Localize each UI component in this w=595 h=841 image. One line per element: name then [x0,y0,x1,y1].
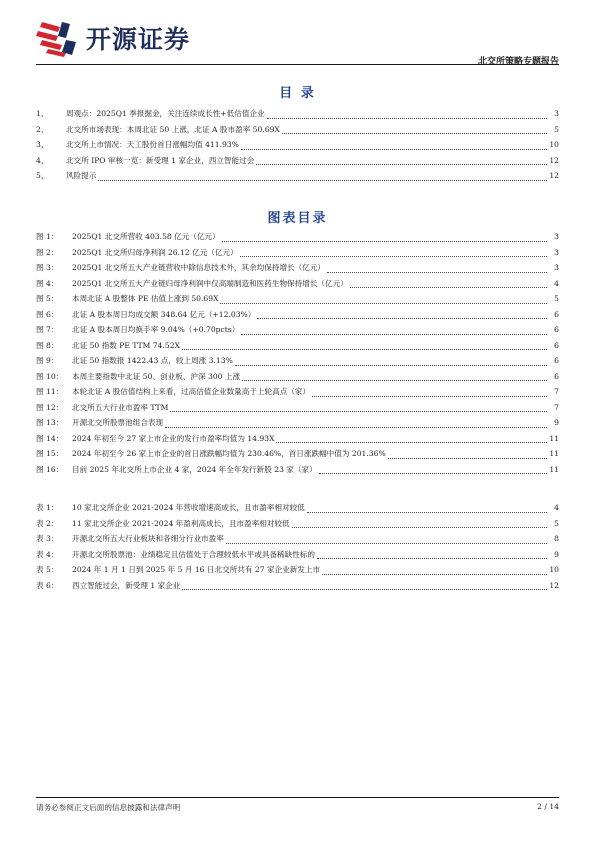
figure-caption: 北交所五大行业市盈率 TTM [72,402,169,412]
toc-item-page: 12 [549,155,559,165]
leader-dots [282,124,547,134]
figure-item[interactable] [36,229,559,245]
kaiyuan-logo-icon [36,18,82,58]
leader-dots [182,580,547,590]
table-page: 4 [554,503,559,512]
figure-caption: 2024 年初至今 27 家上市企业的发行市盈率均值为 14.93X [72,433,275,443]
figure-number: 图 8： [36,340,59,350]
toc-item-page: 5 [554,124,559,134]
leader-dots [241,140,547,150]
figure-number: 图 5： [36,294,59,303]
figure-number: 图 16： [36,464,64,474]
table-number: 表 3： [36,534,59,543]
figure-caption: 本周北证 A 股整体 PE 估值上涨到 50.69X [72,294,219,303]
leader-dots [242,371,547,381]
toc-item[interactable] [36,106,559,122]
figure-number: 图 2： [36,247,59,257]
header-divider [36,64,559,65]
leader-dots [220,294,547,304]
footer-divider [36,797,559,798]
figure-number: 图 7： [36,325,59,334]
table-number: 表 5： [36,565,59,574]
leader-dots [292,518,547,528]
figure-item[interactable] [36,276,559,292]
leader-dots [307,503,547,513]
leader-dots [235,356,547,366]
table-page: 5 [554,518,559,528]
figure-item[interactable] [36,400,559,416]
leader-dots [350,278,547,288]
figure-item[interactable] [36,353,559,369]
table-item[interactable] [36,562,559,578]
figure-page: 11 [549,449,559,458]
report-type-label: 北交所策略专题报告 [477,57,559,67]
figure-page: 7 [554,402,559,412]
leader-dots [388,449,547,459]
footer-disclaimer: 请务必参阅正文后面的信息披露和法律声明 [36,803,181,812]
table-page: 9 [554,549,559,559]
table-caption: 开源北交所五大行业板块和各细分行业市盈率 [72,534,224,543]
figure-page: 3 [554,247,559,257]
figures-title: 图表目录 [267,211,328,226]
table-number: 表 2： [36,518,59,528]
leader-dots [165,418,547,428]
table-caption: 开源北交所股票池：业绩稳定且估值处于合理较低水平或具备稀缺性标的 [72,549,315,559]
leader-dots [327,263,547,273]
figure-item[interactable] [36,415,559,431]
toc-item[interactable] [36,137,559,153]
leader-dots [322,565,547,575]
table-caption: 西立智能过会，新受理 1 家企业 [72,580,181,590]
figure-number: 图 10： [36,371,64,381]
figure-item[interactable] [36,431,559,447]
figure-caption: 2025Q1 北交所归母净利润 26.12 亿元（亿元） [72,247,238,257]
table-item[interactable] [36,500,559,516]
toc-item-page: 3 [554,109,559,118]
figure-caption: 2025Q1 北交所五大产业链营收中除信息技术外，其余均保持增长（亿元） [72,263,326,272]
figure-number: 图 3： [36,263,59,272]
figure-page: 6 [554,371,559,381]
toc-item-text: 北交所上市情况：天工股份首日涨幅均值 411.93% [66,140,239,149]
leader-dots [170,402,547,412]
table-caption: 2024 年 1 月 1 日到 2025 年 5 月 16 日北交所共有 27 家企业新发上市 [72,565,321,574]
table-number: 表 4： [36,549,59,559]
toc-item-number: 3、 [36,140,49,149]
leader-dots [98,171,547,181]
figure-number: 图 15： [36,449,64,458]
figure-item[interactable] [36,291,559,307]
brand-logo [36,16,190,60]
toc-item-page: 10 [549,140,559,149]
figure-number: 图 13： [36,418,64,427]
figure-caption: 北证 A 股本周日均换手率 9.04%（+0.70pcts） [72,325,240,334]
figure-caption: 本轮北证 A 股估值结构上来看，过高估值企业数量高于上轮高点（家） [72,387,311,396]
figure-number: 图 4： [36,278,59,288]
figure-page: 11 [549,433,559,443]
toc-item-text: 北交所市场表现：本周北证 50 上涨，北证 A 股市盈率 50.69X [66,124,280,134]
figure-page: 4 [554,278,559,288]
figure-caption: 2025Q1 北交所营收 403.58 亿元（亿元） [72,232,220,241]
leader-dots [241,325,547,335]
toc-item-number: 5、 [36,171,49,180]
leader-dots [222,232,547,242]
page-header [36,16,559,66]
table-item[interactable] [36,547,559,563]
leader-dots [319,464,547,474]
table-number: 表 6： [36,580,59,590]
table-page: 12 [549,580,559,590]
toc-item[interactable] [36,168,559,184]
table-caption: 11 家北交所企业 2021-2024 年盈利高成长，且市盈率相对较低 [72,518,290,528]
toc-item-text: 周观点：2025Q1 季报掘金，关注连续成长性+低估值企业 [66,109,265,118]
figure-page: 9 [554,418,559,427]
page-number: 2 / 14 [537,802,559,811]
figure-number: 图 12： [36,402,64,412]
figure-number: 图 6： [36,309,59,319]
logo-text: 开源证券 [86,25,191,54]
toc-item-page: 12 [549,171,559,180]
table-number: 表 1： [36,503,59,512]
figure-number: 图 14： [36,433,64,443]
toc-item[interactable] [36,122,559,138]
toc-item-number: 2、 [36,124,49,134]
table-item[interactable] [36,578,559,594]
figure-page: 11 [549,464,559,474]
figure-caption: 本周主要指数中北证 50、创业板、沪深 300 上涨 [72,371,241,381]
figure-page: 3 [554,263,559,272]
figure-item[interactable] [36,307,559,323]
figure-caption: 开源北交所股票池组合表现 [72,418,164,427]
toc-item-text: 风险提示 [66,171,97,180]
table-list [36,500,559,593]
figure-page: 3 [554,232,559,241]
figure-caption: 2024 年初至今 26 家上市企业的首日涨跌幅均值为 230.46%，首日涨跌幅中值为 201.36% [72,449,386,458]
leader-dots [240,247,547,257]
leader-dots [256,155,547,165]
figure-number: 图 11： [36,387,64,396]
table-item[interactable] [36,516,559,532]
figure-list [36,229,559,477]
figure-item[interactable] [36,338,559,354]
figure-caption: 目前 2025 年北交所上市企业 4 家，2024 年全年发行新股 23 家（家） [72,464,317,474]
figure-number: 图 1： [36,232,59,241]
leader-dots [257,309,547,319]
figure-item[interactable] [36,462,559,478]
toc-item-number: 4、 [36,155,49,165]
leader-dots [226,534,547,544]
toc-title: 目 录 [279,86,316,101]
figure-number: 图 9： [36,356,59,365]
table-page: 10 [549,565,559,574]
figure-page: 7 [554,387,559,396]
figure-item[interactable] [36,322,559,338]
figure-item[interactable] [36,245,559,261]
figure-page: 6 [554,325,559,334]
figure-item[interactable] [36,446,559,462]
figure-page: 6 [554,309,559,319]
leader-dots [317,549,547,559]
figure-caption: 北证 A 股本周日均成交额 348.64 亿元（+12.03%） [72,309,256,319]
leader-dots [276,433,547,443]
figure-item[interactable] [36,369,559,385]
figure-page: 5 [554,294,559,303]
figure-page: 6 [554,356,559,365]
leader-dots [267,109,547,119]
toc-item-number: 1、 [36,109,49,118]
table-caption: 10 家北交所企业 2021-2024 年营收增速高成长，且市盈率相对较低 [72,503,305,512]
table-page: 8 [554,534,559,543]
toc-item[interactable] [36,153,559,169]
figure-item[interactable] [36,384,559,400]
leader-dots [312,387,547,397]
figure-caption: 北证 50 指数 PE TTM 74.52X [72,340,180,350]
toc-list [36,106,559,184]
figure-page: 6 [554,340,559,350]
leader-dots [182,340,547,350]
toc-item-text: 北交所 IPO 审核一览：新受理 1 家企业，西立智能过会 [66,155,255,165]
table-item[interactable] [36,531,559,547]
figure-item[interactable] [36,260,559,276]
figure-caption: 2025Q1 北交所五大产业链归母净利润中仅高端制造和医药生物保持增长（亿元） [72,278,348,288]
figure-caption: 北证 50 指数报 1422.43 点，较上周涨 3.13% [72,356,233,365]
